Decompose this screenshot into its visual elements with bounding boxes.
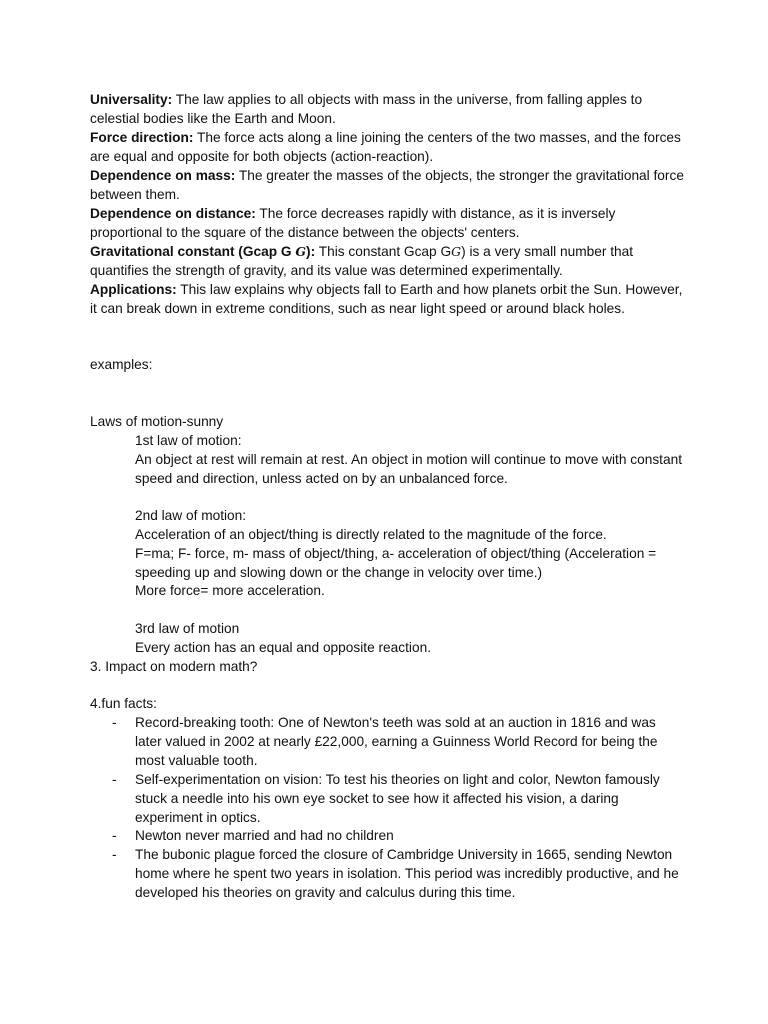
law2-line1: Acceleration of an object/thing is directly related to the magnitude of the force.	[135, 527, 607, 542]
impact-heading: 3. Impact on modern math?	[90, 659, 258, 674]
universality-text: The law applies to all objects with mass in the universe, from falling apples to celestial bodies like the Earth and Moon.	[90, 92, 643, 126]
bullet-marker: -	[112, 772, 117, 787]
dependence-distance-term: Dependence on distance:	[90, 206, 256, 221]
gravitational-constant-text-a: This constant Gcap G	[315, 244, 452, 259]
universality-term: Universality:	[90, 92, 173, 107]
law2-line3: More force= more acceleration.	[135, 583, 325, 598]
bullet-marker: -	[112, 715, 117, 730]
force-direction-paragraph	[90, 129, 690, 167]
applications-paragraph	[90, 281, 690, 319]
examples-label: examples:	[90, 357, 153, 372]
law3-text: Every action has an equal and opposite reaction.	[135, 640, 431, 655]
law2-line2: F=ma; F- force, m- mass of object/thing, a- acceleration of object/thing (Acceleration = speeding up and slowing down or the change in velocity over time.)	[135, 546, 657, 580]
gravitational-constant-term	[90, 244, 315, 259]
fun-facts-heading: 4.fun facts:	[90, 696, 157, 711]
dependence-distance-paragraph	[90, 205, 690, 243]
law2-title: 2nd law of motion:	[135, 508, 247, 523]
gravitational-constant-paragraph	[90, 243, 690, 281]
fun-fact-item: Record-breaking tooth: One of Newton's teeth was sold at an auction in 1816 and was later valued in 2002 at nearly £22,000, earning a Guinness World Record for being the most valuable tooth.	[135, 715, 658, 768]
applications-term: Applications:	[90, 282, 177, 297]
dependence-mass-paragraph	[90, 167, 690, 205]
law1-text: An object at rest will remain at rest. An object in motion will continue to move with constant speed and direction, unless acted on by an unbalanced force.	[135, 452, 682, 486]
gravitational-constant-term-a: Gravitational constant (Gcap G	[90, 244, 296, 259]
law1-title: 1st law of motion:	[135, 433, 242, 448]
gravitational-constant-term-b: ):	[306, 244, 316, 259]
bullet-marker: -	[112, 828, 117, 843]
dependence-mass-text: The greater the masses of the objects, the stronger the gravitational force between them.	[90, 168, 684, 202]
dependence-mass-term: Dependence on mass:	[90, 168, 236, 183]
bullet-marker: -	[112, 847, 117, 862]
fun-fact-item: The bubonic plague forced the closure of Cambridge University in 1665, sending Newton home where he spent two years in isolation. This period was incredibly productive, and he developed his theories on gravity and calculus during this time.	[135, 847, 679, 900]
applications-text: This law explains why objects fall to Earth and how planets orbit the Sun. However, it can break down in extreme conditions, such as near light speed or around black holes.	[90, 282, 683, 316]
gravitational-symbol-inline: G	[451, 244, 462, 259]
fun-fact-item: Self-experimentation on vision: To test his theories on light and color, Newton famously stuck a needle into his own eye socket to see how it affected his vision, a daring experiment in optics.	[135, 772, 660, 825]
universality-paragraph	[90, 91, 690, 129]
gravitational-symbol: G	[295, 244, 307, 259]
force-direction-term: Force direction:	[90, 130, 194, 145]
force-direction-text: The force acts along a line joining the centers of the two masses, and the forces are equal and opposite for both objects (action-reaction).	[90, 130, 681, 164]
laws-heading: Laws of motion-sunny	[90, 414, 224, 429]
law3-title: 3rd law of motion	[135, 621, 240, 636]
gravitational-constant-text-b: ) is a very small number that quantifies the strength of gravity, and its value was determined experimentally.	[90, 244, 634, 278]
fun-fact-item: Newton never married and had no children	[135, 828, 394, 843]
dependence-distance-text: The force decreases rapidly with distance, as it is inversely proportional to the square of the distance between the objects' centers.	[90, 206, 616, 240]
